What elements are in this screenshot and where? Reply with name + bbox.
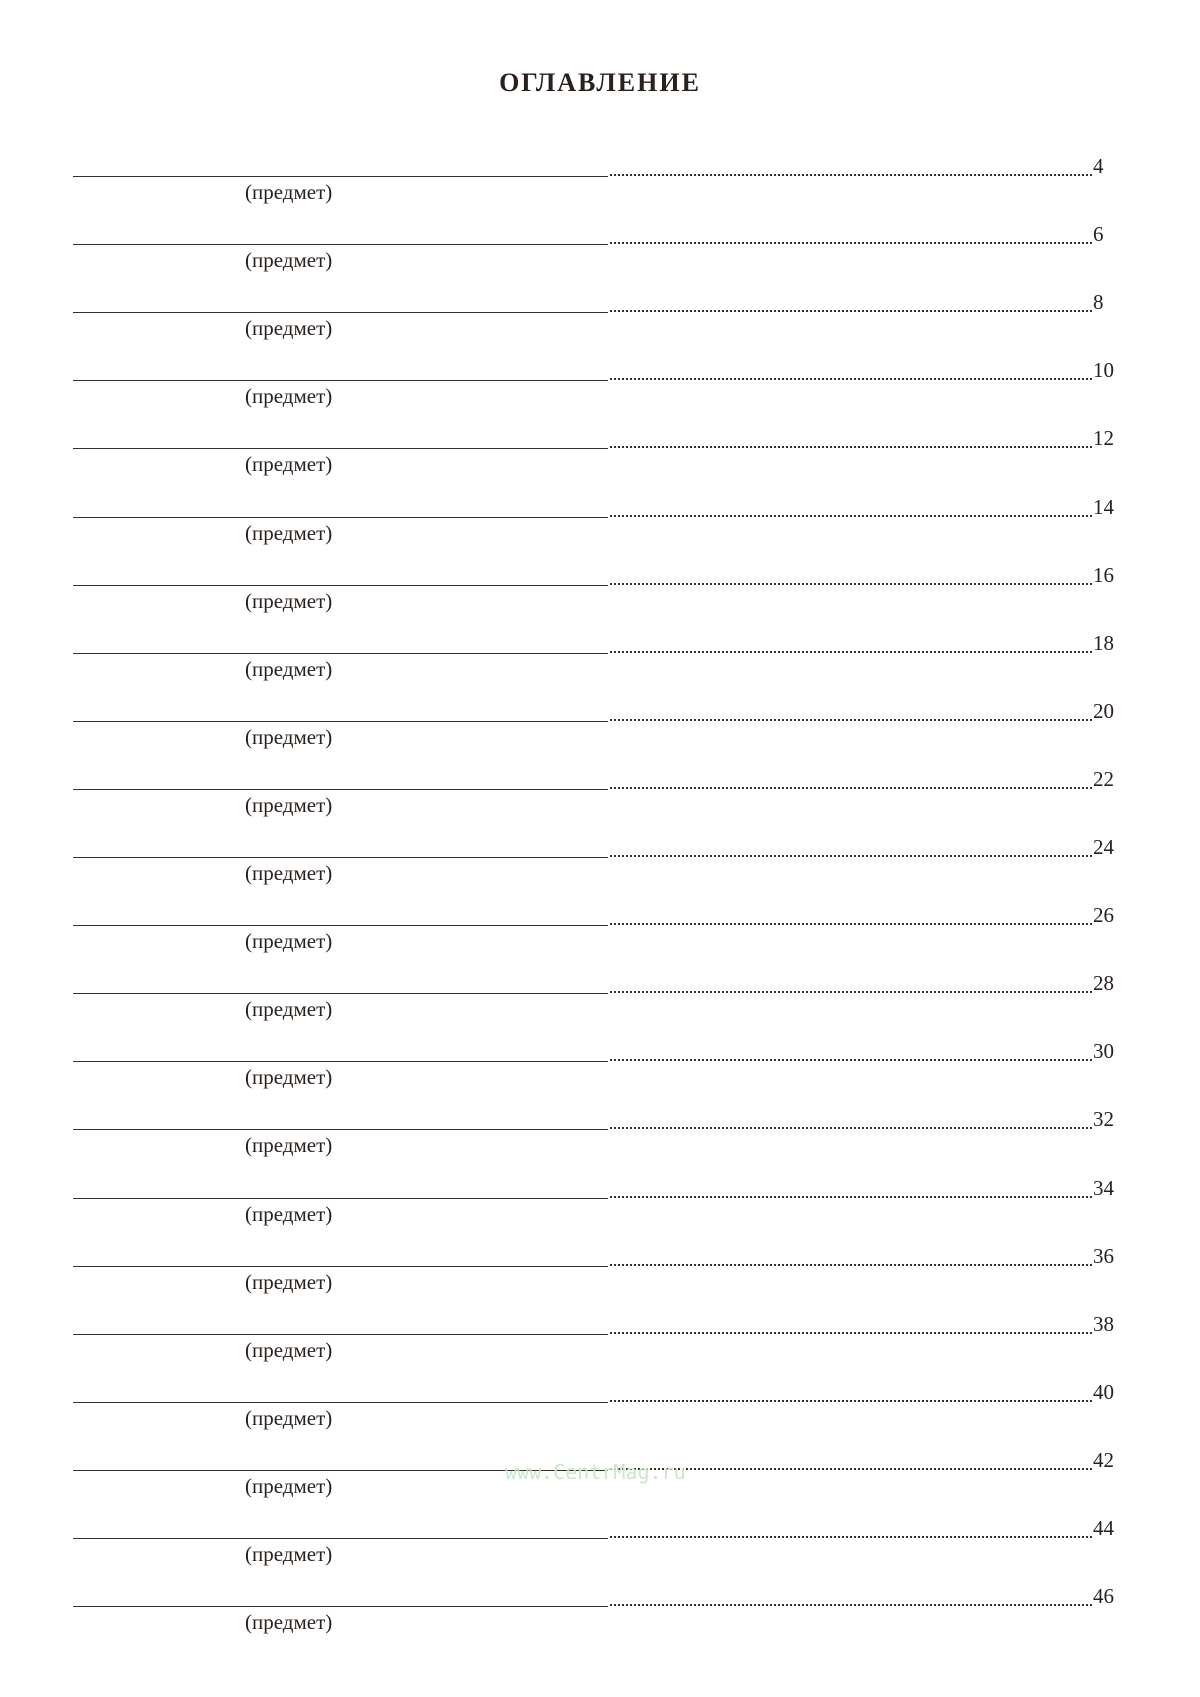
page-number: 12 [1093,426,1114,451]
page-number: 30 [1093,1039,1114,1064]
subject-write-line[interactable] [73,789,608,790]
page-number: 38 [1093,1311,1114,1336]
dot-leader [610,446,1092,448]
dot-leader [610,1604,1092,1606]
subject-caption: (предмет) [245,997,333,1022]
subject-write-line[interactable] [73,1129,608,1130]
dot-leader [610,310,1092,312]
toc-entry [0,903,1200,977]
subject-write-line[interactable] [73,857,608,858]
subject-caption: (предмет) [245,588,333,613]
page-number: 10 [1093,358,1114,383]
page-number: 16 [1093,562,1114,587]
toc-entry [0,1175,1200,1250]
dot-leader [610,719,1092,721]
subject-write-line[interactable] [73,925,608,926]
toc-entry [0,1311,1200,1386]
page-number: 14 [1093,494,1114,519]
subject-caption: (предмет) [245,180,333,204]
toc-entry [0,630,1200,705]
dot-leader [610,991,1092,993]
dot-leader [610,515,1092,517]
subject-write-line[interactable] [73,380,608,381]
toc-entry [0,1107,1200,1181]
page-number: 24 [1093,835,1114,859]
subject-write-line[interactable] [73,1538,608,1539]
page-number: 34 [1093,1175,1114,1200]
subject-write-line[interactable] [73,244,608,245]
page-number: 36 [1093,1243,1114,1268]
subject-write-line[interactable] [73,1266,608,1267]
page-number: 20 [1093,698,1114,723]
toc-entry [0,698,1200,773]
toc-entry [0,1243,1200,1318]
subject-caption: (предмет) [245,792,333,817]
toc-entry [0,766,1200,841]
toc-entry [0,426,1200,500]
subject-write-line[interactable] [73,176,608,177]
subject-caption: (предмет) [245,1610,333,1635]
page-number: 44 [1093,1516,1114,1540]
subject-caption: (предмет) [245,861,333,885]
dot-leader [610,1196,1092,1198]
toc-entry [0,222,1200,296]
page-number: 8 [1093,290,1104,315]
subject-write-line[interactable] [73,585,608,586]
subject-caption: (предмет) [245,520,333,545]
toc-entry [0,154,1200,228]
dot-leader [610,242,1092,244]
page-number: 6 [1093,222,1104,247]
toc-entry [0,1379,1200,1454]
page-number: 22 [1093,766,1114,791]
subject-write-line[interactable] [73,517,608,518]
dot-leader [610,1127,1092,1129]
toc-entry [0,358,1200,432]
subject-caption: (предмет) [245,384,333,409]
dot-leader [610,855,1092,857]
page-number: 4 [1093,154,1104,178]
subject-write-line[interactable] [73,1606,608,1607]
dot-leader [610,651,1092,653]
subject-caption: (предмет) [245,1473,333,1498]
toc-entry [0,1584,1200,1658]
subject-write-line[interactable] [73,1334,608,1335]
page-number: 40 [1093,1379,1114,1404]
subject-caption: (предмет) [245,929,333,954]
toc-entry [0,835,1200,909]
dot-leader [610,1536,1092,1538]
subject-write-line[interactable] [73,993,608,994]
subject-caption: (предмет) [245,1065,333,1090]
toc-entry [0,562,1200,637]
subject-caption: (предмет) [245,1405,333,1430]
subject-caption: (предмет) [245,1133,333,1158]
subject-caption: (предмет) [245,656,333,681]
dot-leader [610,583,1092,585]
dot-leader [610,1059,1092,1061]
subject-caption: (предмет) [245,316,333,341]
subject-write-line[interactable] [73,448,608,449]
dot-leader [610,1400,1092,1402]
toc-entry [0,971,1200,1045]
page-number: 26 [1093,903,1114,928]
subject-write-line[interactable] [73,653,608,654]
watermark: www.CentrMag.ru [505,1460,686,1484]
subject-caption: (предмет) [245,1337,333,1362]
subject-write-line[interactable] [73,1402,608,1403]
page-number: 42 [1093,1447,1114,1472]
subject-caption: (предмет) [245,452,333,477]
page-number: 18 [1093,630,1114,655]
page-title: ОГЛАВЛЕНИЕ [499,68,701,97]
subject-write-line[interactable] [73,1061,608,1062]
toc-entry [0,1039,1200,1113]
page-number: 28 [1093,971,1114,996]
subject-caption: (предмет) [245,724,333,749]
dot-leader [610,1264,1092,1266]
subject-caption: (предмет) [245,1542,333,1566]
subject-caption: (предмет) [245,1269,333,1294]
toc-entry [0,1516,1200,1590]
dot-leader [610,923,1092,925]
page-number: 32 [1093,1107,1114,1132]
subject-caption: (предмет) [245,248,333,273]
subject-write-line[interactable] [73,1198,608,1199]
toc-entry [0,494,1200,569]
subject-caption: (предмет) [245,1201,333,1226]
subject-write-line[interactable] [73,721,608,722]
dot-leader [610,787,1092,789]
toc-entry [0,290,1200,364]
subject-write-line[interactable] [73,312,608,313]
dot-leader [610,378,1092,380]
page-number: 46 [1093,1584,1114,1609]
dot-leader [610,1332,1092,1334]
dot-leader [610,174,1092,176]
